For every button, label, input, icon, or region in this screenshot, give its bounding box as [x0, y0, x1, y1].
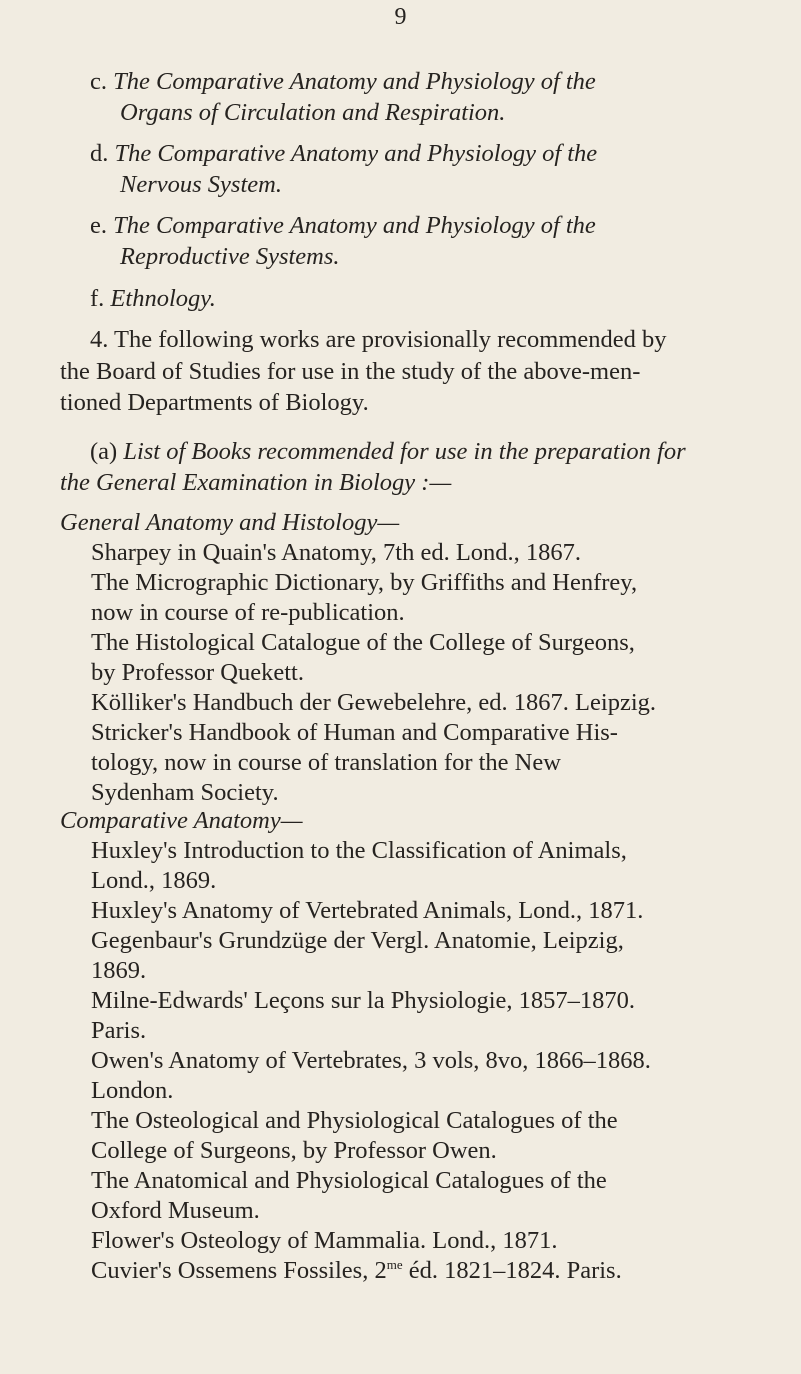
department-title: The Comparative Anatomy and Physiology of the [114, 140, 598, 167]
superscript: me [386, 1257, 403, 1272]
book-list-heading [60, 436, 760, 498]
department-label: e. [90, 212, 107, 239]
reference-line: The Osteological and Physiological Catalogues of the [91, 1107, 618, 1134]
section-comparative-anatomy [60, 806, 770, 1286]
reference-line: Huxley's Introduction to the Classification of Animals, [91, 837, 627, 864]
reference-line: Oxford Museum. [91, 1197, 260, 1224]
department-title: The Comparative Anatomy and Physiology of the [113, 212, 596, 239]
department-title-cont: Organs of Circulation and Respiration. [120, 99, 506, 126]
reference-line: now in course of re-publication. [91, 599, 405, 626]
reference-line: The Anatomical and Physiological Catalogues of the [91, 1167, 607, 1194]
list-label: (a) [90, 438, 118, 465]
department-title: The Comparative Anatomy and Physiology of the [113, 68, 596, 95]
reference-line: Lond., 1869. [91, 867, 217, 894]
list-heading-text-cont: the General Examination in Biology :— [60, 469, 452, 496]
reference-entry [91, 718, 760, 808]
department-label: d. [90, 140, 109, 167]
reference-line: tology, now in course of translation for the New [91, 749, 561, 776]
department-title: Ethnology. [110, 285, 216, 312]
department-d [90, 138, 597, 200]
reference-line: Paris. [91, 1017, 147, 1044]
department-label: f. [90, 285, 105, 312]
department-label: c. [90, 68, 107, 95]
reference-line: Milne-Edwards' Leçons sur la Physiologie, 1857–1870. [91, 987, 636, 1014]
reference-line: College of Surgeons, by Professor Owen. [91, 1137, 497, 1164]
paragraph-line: the Board of Studies for use in the study of the above-men- [60, 357, 641, 385]
paragraph-line: tioned Departments of Biology. [60, 389, 369, 416]
reference-line: Gegenbaur's Grundzüge der Vergl. Anatomie, Leipzig, [91, 927, 624, 954]
section-heading: General Anatomy and Histology— [60, 509, 400, 536]
reference-line: by Professor Quekett. [91, 659, 304, 686]
reference-line: The Micrographic Dictionary, by Griffiths and Henfrey, [91, 569, 638, 596]
section-heading: Comparative Anatomy— [60, 807, 303, 834]
reference-line [91, 1256, 770, 1286]
reference-line: The Histological Catalogue of the College of Surgeons, [91, 629, 635, 656]
department-e [90, 210, 596, 272]
reference-entry [91, 836, 770, 896]
reference-entry [91, 538, 760, 568]
reference-entry [91, 1106, 770, 1166]
reference-entry [91, 688, 760, 718]
department-title-cont: Reproductive Systems. [120, 243, 340, 270]
list-heading-text: List of Books recommended for use in the preparation for [123, 438, 686, 465]
reference-entry [91, 1226, 770, 1256]
reference-line: Flower's Osteology of Mammalia. Lond., 1871. [91, 1227, 558, 1254]
reference-entry [91, 1046, 770, 1106]
reference-line: Sharpey in Quain's Anatomy, 7th ed. Lond., 1867. [91, 539, 582, 566]
department-c [90, 66, 596, 128]
reference-entry [91, 1256, 770, 1286]
reference-line: London. [91, 1077, 174, 1104]
reference-line: Stricker's Handbook of Human and Comparative His- [91, 719, 618, 746]
reference-line: Owen's Anatomy of Vertebrates, 3 vols, 8vo, 1866–1868. [91, 1047, 651, 1074]
reference-line: Huxley's Anatomy of Vertebrated Animals, Lond., 1871. [91, 897, 644, 924]
reference-entry [91, 628, 760, 688]
reference-entry [91, 568, 760, 628]
page-number: 9 [394, 4, 407, 30]
department-f [90, 283, 216, 314]
reference-entry [91, 1166, 770, 1226]
reference-line: Sydenham Society. [91, 779, 279, 806]
reference-entry [91, 896, 770, 926]
reference-line: 1869. [91, 957, 147, 984]
reference-line: Kölliker's Handbuch der Gewebelehre, ed. 1867. Leipzig. [91, 689, 656, 716]
section-general-anatomy [60, 508, 760, 808]
paragraph-line: 4. The following works are provisionally recommended by [90, 326, 667, 353]
reference-entry [91, 926, 770, 986]
paragraph-4 [60, 324, 760, 419]
department-title-cont: Nervous System. [120, 171, 282, 198]
reference-entry [91, 986, 770, 1046]
reference-text: Cuvier's Ossemens Fossiles, 2 [91, 1257, 387, 1284]
reference-text: éd. 1821–1824. Paris. [402, 1257, 622, 1284]
